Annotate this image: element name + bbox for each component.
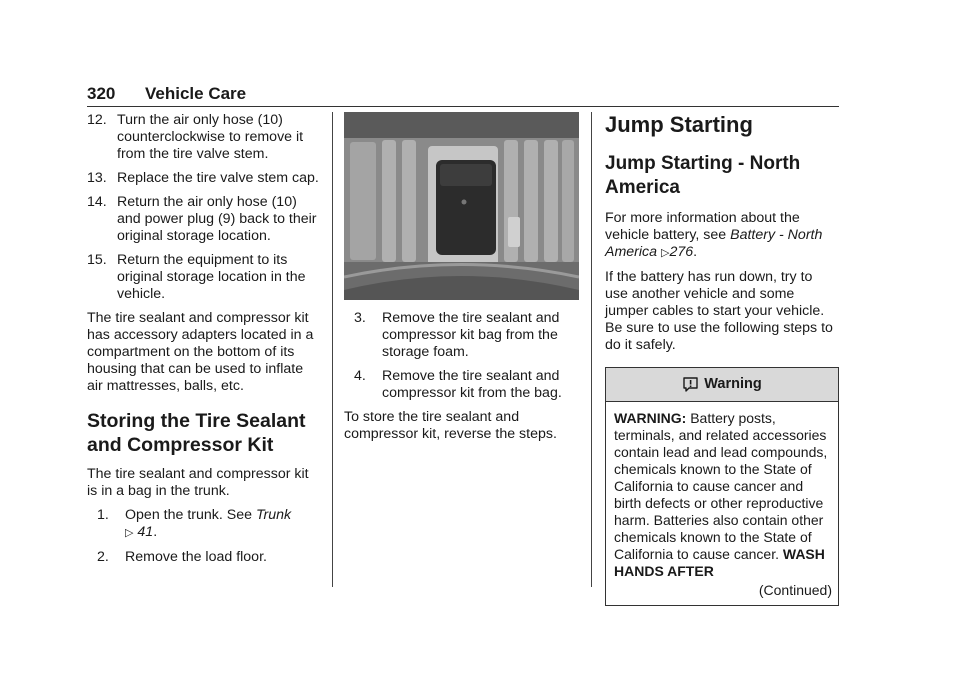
section-title: Vehicle Care	[145, 84, 247, 103]
column-divider	[591, 112, 592, 587]
warning-emphasis: WASH HANDS AFTER	[614, 546, 825, 579]
warning-header	[606, 368, 838, 402]
section-heading: Storing the Tire Sealant and Compressor Kit	[87, 410, 306, 456]
list-item: 3. Remove the tire sealant and compressor kit bag from the storage foam.	[354, 310, 560, 360]
cross-reference-link[interactable]: Battery - North America	[605, 227, 823, 260]
warning-icon	[682, 376, 699, 393]
trunk-photo-illustration	[344, 112, 579, 300]
chapter-heading: Jump Starting	[605, 112, 753, 137]
list-item: 1. Open the trunk. See Trunk ▷ 41.	[97, 507, 292, 540]
warning-body: WARNING: Battery posts, terminals, and related accessories contain lead and lead compounds, chemicals known to the State of California to cause cancer and birth defects or other reproductive harm. Batteries also contain other chemicals known to the State of California to cause cancer. WASH HANDS AFTER (Continued)	[614, 410, 832, 598]
warning-label: WARNING:	[614, 410, 687, 426]
continued-label: (Continued)	[758, 582, 832, 598]
list-item: 4. Remove the tire sealant and compressor kit from the bag.	[354, 368, 562, 401]
page-number: 320	[87, 84, 116, 103]
body-paragraph: The tire sealant and compressor kit has accessory adapters located in a compartment on the bottom of its housing that can be used to inflate air mattresses, balls, etc.	[87, 310, 314, 394]
list-item: 14. Return the air only hose (10) and power plug (9) back to their original storage location.	[87, 194, 317, 244]
page-reference[interactable]: 41	[137, 524, 154, 540]
section-heading: Jump Starting - North America	[605, 153, 801, 198]
body-paragraph: For more information about the vehicle battery, see Battery - North America ▷276.	[605, 210, 823, 260]
page-ref-icon: ▷	[125, 527, 134, 539]
body-paragraph: To store the tire sealant and compressor kit, reverse the steps.	[344, 409, 557, 442]
column-3	[605, 112, 839, 606]
warning-title: Warning	[704, 376, 762, 392]
cross-reference-link[interactable]: Trunk	[255, 507, 292, 523]
column-2	[344, 112, 579, 450]
page-ref-icon: ▷	[661, 247, 670, 259]
list-item: 15. Return the equipment to its original storage location in the vehicle.	[87, 252, 306, 302]
list-item: 2. Remove the load floor.	[97, 549, 267, 565]
trunk-storage-photo	[344, 112, 579, 300]
page-reference[interactable]: 276	[669, 244, 694, 260]
body-paragraph: The tire sealant and compressor kit is in a bag in the trunk.	[87, 466, 309, 499]
page-header	[87, 84, 839, 107]
body-paragraph: If the battery has run down, try to use another vehicle and some jumper cables to start your vehicle. Be sure to use the following steps to do it safely.	[605, 269, 833, 353]
list-item: 12. Turn the air only hose (10) counterclockwise to remove it from the tire valve stem.	[87, 112, 304, 162]
column-divider	[332, 112, 333, 587]
warning-box	[605, 367, 839, 606]
list-item: 13. Replace the tire valve stem cap.	[87, 170, 319, 186]
column-1	[87, 112, 322, 573]
